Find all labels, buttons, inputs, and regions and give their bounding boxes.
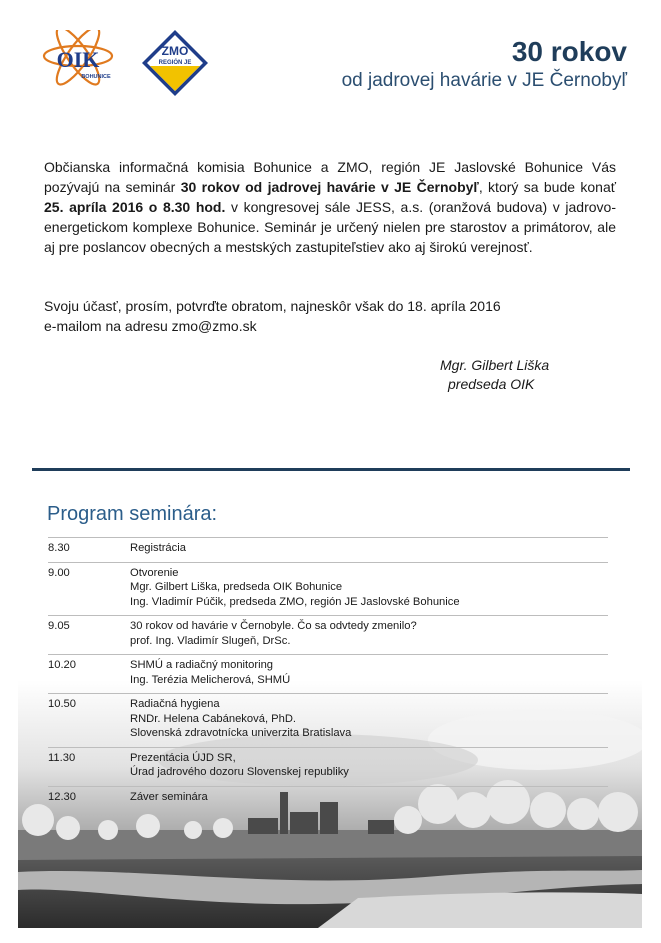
agenda-description — [130, 697, 608, 741]
agenda-time: 10.50 — [48, 698, 76, 710]
agenda-line: Úrad jadrového dozoru Slovenskej republiky — [130, 766, 349, 778]
agenda-description — [130, 658, 608, 687]
agenda-line: Radiačná hygiena — [130, 698, 220, 710]
agenda-line: Prezentácia ÚJD SR, — [130, 751, 236, 764]
agenda-row — [48, 615, 608, 654]
agenda-time: 9.05 — [48, 620, 70, 632]
agenda-line: Záver seminára — [130, 790, 208, 803]
rsvp-line: Svoju účasť, prosím, potvrďte obratom, najneskôr však do 18. apríla 2016 — [44, 298, 501, 314]
seminar-name: 30 rokov od jadrovej havárie v JE Černobyľ — [180, 179, 479, 195]
agenda-time: 12.30 — [48, 790, 76, 803]
signature-role: predseda OIK — [448, 376, 535, 392]
agenda-row — [48, 786, 608, 811]
svg-text:OIK: OIK — [56, 47, 100, 72]
agenda-time: 9.00 — [48, 566, 70, 579]
agenda-line: SHMÚ a radiačný monitoring — [130, 659, 274, 671]
signature-name: Mgr. Gilbert Liška — [440, 357, 550, 373]
agenda-row — [48, 537, 608, 562]
program-title: Program seminára: — [47, 503, 218, 525]
agenda-row — [48, 654, 608, 693]
divider — [32, 468, 630, 471]
document-title — [342, 36, 627, 94]
agenda-line: Ing. Vladimír Púčik, predseda ZMO, región JE Jaslovské Bohunice — [130, 595, 460, 608]
agenda-time: 10.20 — [48, 659, 76, 671]
agenda-description — [130, 751, 608, 780]
svg-text:REGIÓN JE: REGIÓN JE — [158, 60, 192, 66]
seminar-date: 25. apríla 2016 o 8.30 hod. — [44, 199, 226, 215]
agenda-description — [130, 541, 608, 556]
agenda-line: Ing. Terézia Melicherová, SHMÚ — [130, 673, 291, 686]
zmo-logo — [140, 28, 210, 98]
agenda-row — [48, 693, 608, 747]
signature — [440, 356, 549, 394]
program-table — [48, 537, 608, 810]
svg-text:ZMO: ZMO — [161, 44, 189, 58]
intro-text-2: , ktorý sa bude konať — [478, 179, 617, 195]
agenda-row — [48, 562, 608, 616]
agenda-line: Otvorenie — [130, 566, 179, 579]
intro-text-3: v kongresovej sále JESS, a.s. (oranžová budova) v jadrovo-energetickom komplexe Bohunice. Seminár je určený nielen pre starostov a primátorov, ale aj pre poslancov obecných a mestských zastupiteľstiev ako aj širokú verejnosť. — [44, 199, 616, 255]
rsvp-email-line: e-mailom na adresu zmo@zmo.sk — [44, 318, 257, 334]
agenda-time: 11.30 — [48, 751, 76, 764]
agenda-line: 30 rokov od havárie v Černobyle. Čo sa odvtedy zmenilo? — [130, 620, 417, 632]
agenda-description — [130, 566, 608, 610]
svg-text:BOHUNICE: BOHUNICE — [81, 74, 111, 80]
intro-text-1: Občianska informačná komisia Bohunice a ZMO, región JE Jaslovské Bohunice Vás pozývajú na seminár — [44, 159, 616, 195]
oik-logo — [40, 30, 122, 90]
rsvp-paragraph — [44, 296, 616, 336]
agenda-line: prof. Ing. Vladimír Slugeň, DrSc. — [130, 634, 291, 647]
agenda-time: 8.30 — [48, 542, 70, 554]
agenda-line: Slovenská zdravotnícka univerzita Bratislava — [130, 727, 352, 739]
agenda-line: Registrácia — [130, 542, 186, 554]
title-subtitle: od jadrovej havárie v JE Černobyľ — [341, 70, 627, 91]
agenda-row — [48, 747, 608, 786]
agenda-description — [130, 619, 608, 648]
agenda-description — [130, 790, 608, 805]
agenda-line: Mgr. Gilbert Liška, predseda OIK Bohunice — [130, 581, 343, 593]
agenda-line: RNDr. Helena Cabáneková, PhD. — [130, 712, 297, 725]
invitation-paragraph — [44, 157, 616, 257]
title-main: 30 rokov — [511, 36, 627, 67]
